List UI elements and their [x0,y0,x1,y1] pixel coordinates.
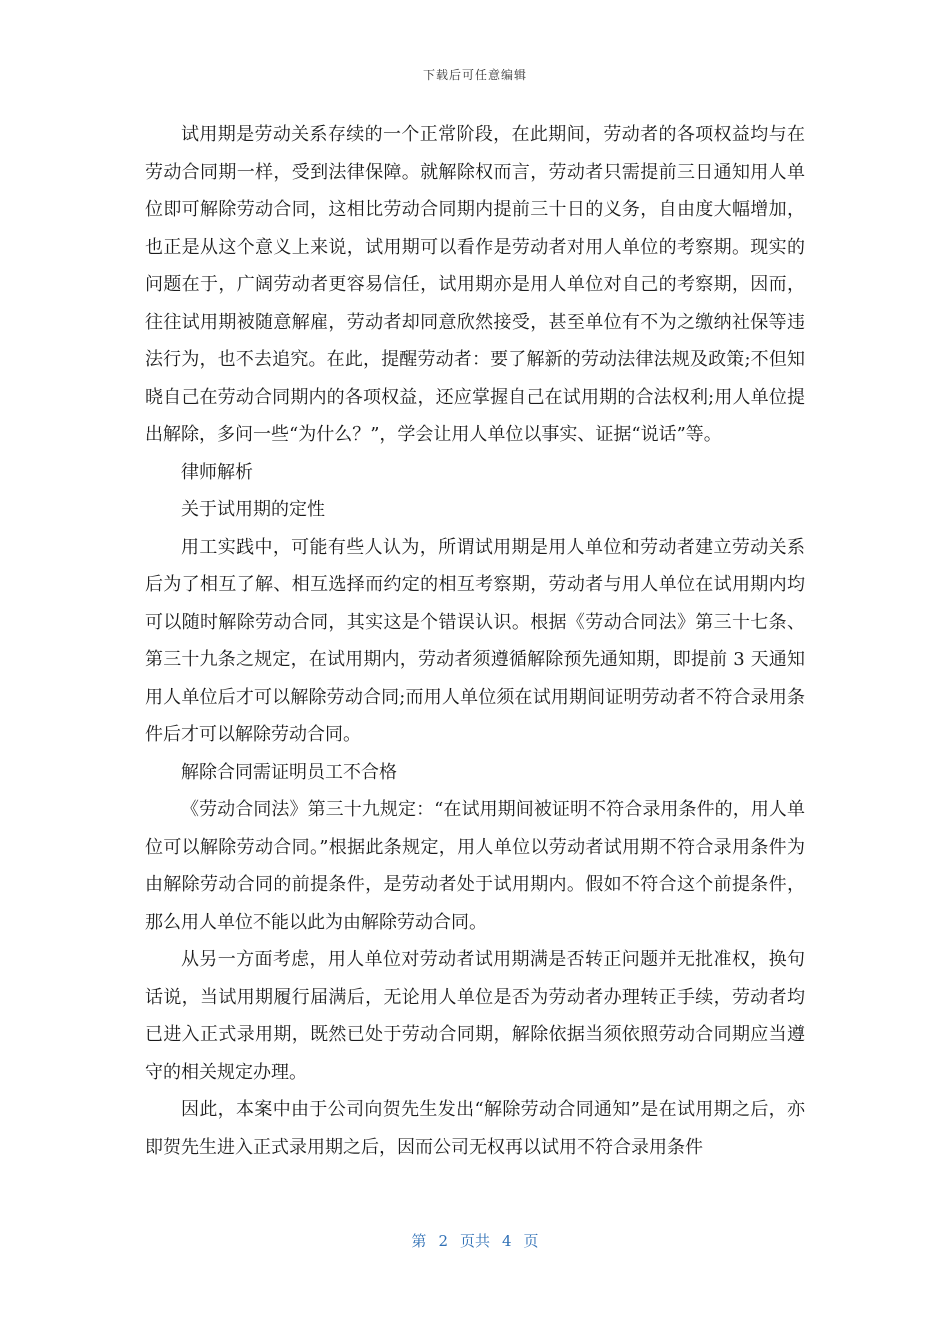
paragraph: 试用期是劳动关系存续的一个正常阶段，在此期间，劳动者的各项权益均与在劳动合同期一样，受到法律保障。就解除权而言，劳动者只需提前三日通知用人单位即可解除劳动合同，这相比劳动合同期内提前三十日的义务，自由度大幅增加，也正是从这个意义上来说，试用期可以看作是劳动者对用人单位的考察期。现实的问题在于，广阔劳动者更容易信任，试用期亦是用人单位对自己的考察期，因而，往往试用期被随意解雇，劳动者却同意欣然接受，甚至单位有不为之缴纳社保等违法行为，也不去追究。在此，提醒劳动者：要了解新的劳动法律法规及政策;不但知晓自己在劳动合同期内的各项权益，还应掌握自己在试用期的合法权利;用人单位提出解除，多问一些“为什么？”，学会让用人单位以事实、证据“说话”等。 [145,124,805,445]
footer-middle: 页共 [459,1232,490,1250]
paragraph: 《劳动合同法》第三十九规定：“在试用期间被证明不符合录用条件的，用人单位可以解除劳动合同。”根据此条规定，用人单位以劳动者试用期不符合录用条件为由解除劳动合同的前提条件，是劳动者处于试用期内。假如不符合这个前提条件，那么用人单位不能以此为由解除劳动合同。 [145,799,805,933]
footer-suffix: 页 [523,1232,539,1250]
paragraph: 因此，本案中由于公司向贺先生发出“解除劳动合同通知”是在试用期之后，亦即贺先生进入正式录用期之后，因而公司无权再以试用不符合录用条件 [145,1099,805,1158]
document-body [145,116,805,1166]
current-page-number: 2 [438,1232,448,1250]
paragraph: 从另一方面考虑，用人单位对劳动者试用期满是否转正问题并无批准权，换句话说，当试用期履行届满后，无论用人单位是否为劳动者办理转正手续，劳动者均已进入正式录用期，既然已处于劳动合同期，解除依据当须依照劳动合同期应当遵守的相关规定办理。 [145,949,805,1083]
page-footer [0,1230,950,1251]
section-heading: 解除合同需证明员工不合格 [181,761,397,783]
paragraph: 用工实践中，可能有些人认为，所谓试用期是用人单位和劳动者建立劳动关系后为了相互了解、相互选择而约定的相互考察期，劳动者与用人单位在试用期内均可以随时解除劳动合同，其实这是个错误认识。根据《劳动合同法》第三十七条、第三十九条之规定，在试用期内，劳动者须遵循解除预先通知期，即提前 3 天通知用人单位后才可以解除劳动合同;而用人单位须在试用期间证明劳动者不符合录用条件后才可以解除劳动合同。 [145,536,805,745]
footer-prefix: 第 [411,1232,427,1250]
section-heading: 关于试用期的定性 [181,499,325,520]
page-header: 下载后可任意编辑 [422,68,527,82]
total-pages-number: 4 [502,1232,512,1250]
section-heading: 律师解析 [181,461,253,483]
